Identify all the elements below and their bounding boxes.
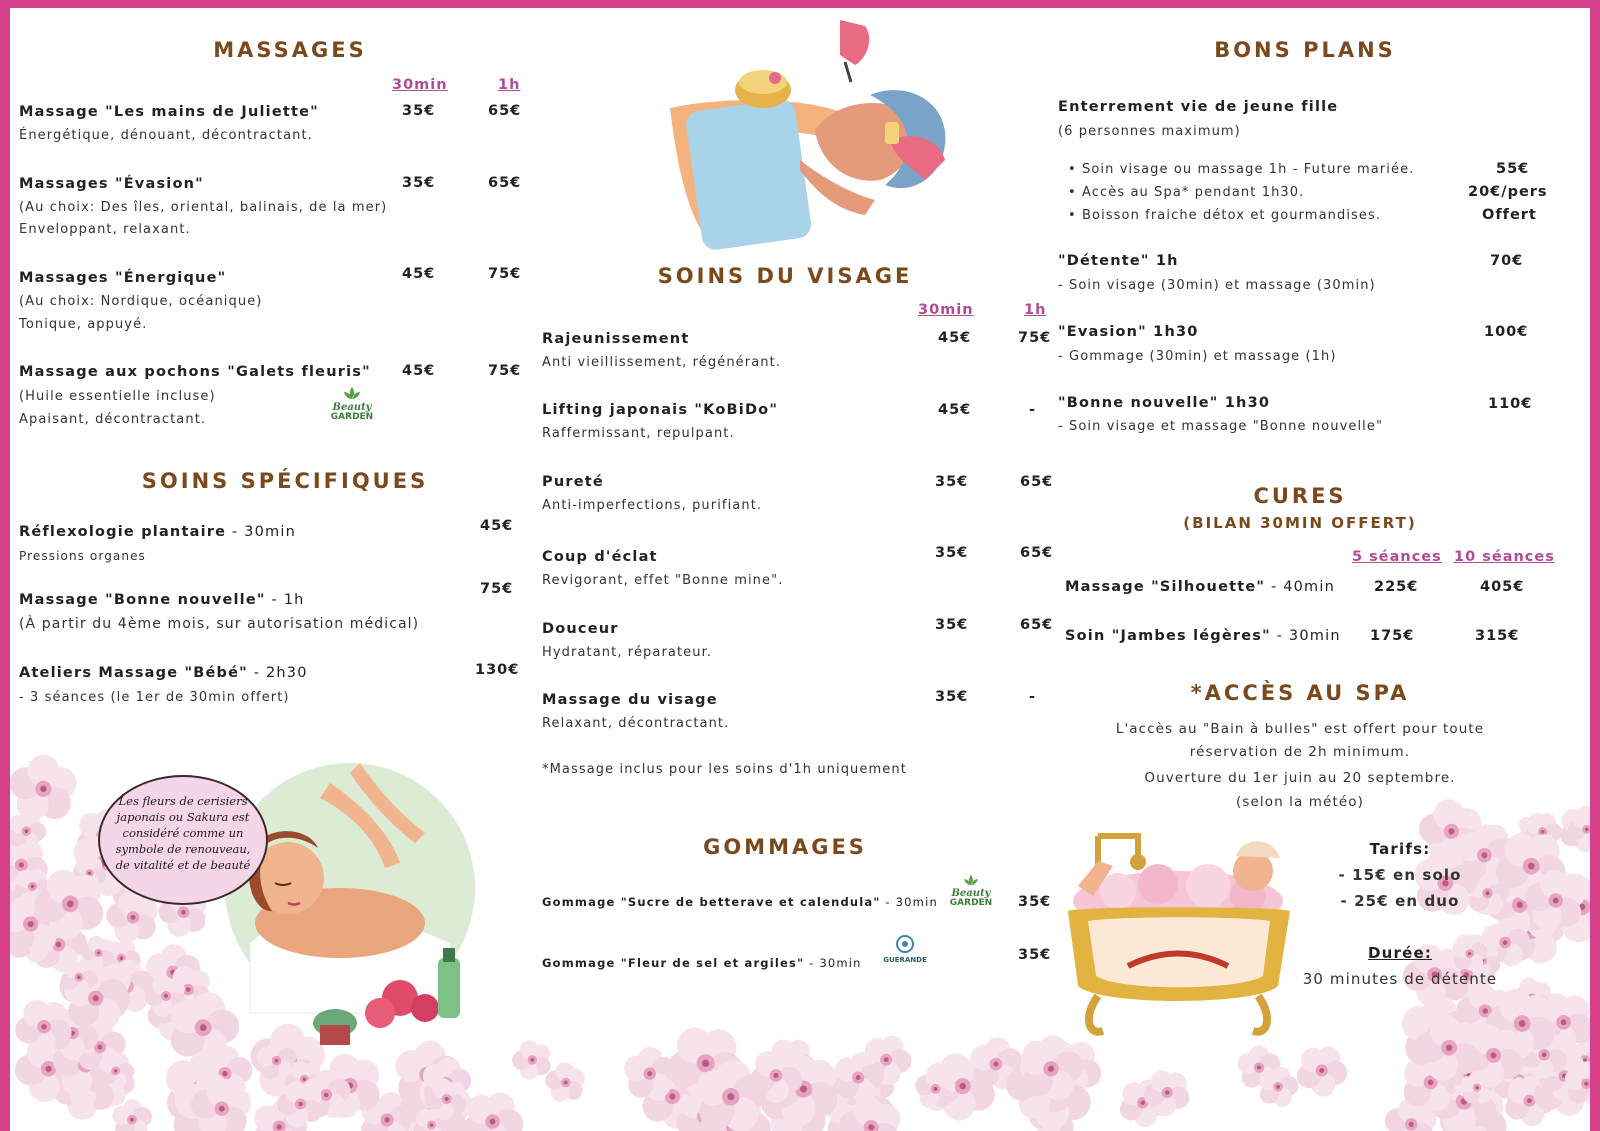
visage-price-30: 45€ — [938, 330, 972, 346]
spa-price-sheet — [10, 8, 1590, 1131]
massage-item-desc: (Au choix: Nordique, océanique) — [19, 294, 263, 309]
beauty-garden-logo-line2: GARDEN — [949, 898, 993, 908]
cure-name: Soin "Jambes légères" — [1065, 628, 1271, 644]
offer-desc: - Gommage (30min) et massage (1h) — [1058, 349, 1337, 364]
visage-price-1h: 75€ — [1018, 330, 1052, 346]
cure-name: Massage "Silhouette" — [1065, 579, 1266, 595]
evjf-bullet — [1068, 162, 1414, 177]
offer-name: "Détente" 1h — [1058, 253, 1179, 269]
gommage-price: 35€ — [1018, 894, 1052, 910]
visage-item-desc: Revigorant, effet "Bonne mine". — [542, 573, 784, 588]
spa-duree: 30 minutes de détente — [1302, 970, 1498, 988]
offer-desc: - Soin visage (30min) et massage (30min) — [1058, 278, 1376, 293]
specifique-item-name — [19, 665, 308, 681]
visage-price-1h: 65€ — [1020, 474, 1054, 490]
visage-item-name: Coup d'éclat — [542, 549, 658, 565]
evjf-bullet — [1068, 185, 1304, 200]
gommage-price: 35€ — [1018, 947, 1052, 963]
massage-item-desc: Tonique, appuyé. — [19, 317, 148, 332]
massage-item-name: Massages "Évasion" — [19, 176, 204, 192]
facial-treatment-illustration — [665, 20, 965, 250]
massage-item-desc: (Au choix: Des îles, oriental, balinais, de la mer) — [19, 200, 388, 215]
specifique-item-name — [19, 524, 296, 540]
specifique-duration: - 1h — [265, 592, 305, 608]
offer-name: "Evasion" 1h30 — [1058, 324, 1199, 340]
visage-col-30min: 30min — [918, 302, 974, 318]
massage-price-1h: 65€ — [488, 175, 522, 191]
cure-duration: - 40min — [1265, 579, 1336, 595]
soins-visage-title: SOINS DU VISAGE — [657, 264, 913, 288]
evjf-bullet-text: Boisson fraiche détox et gourmandises. — [1082, 208, 1382, 223]
visage-item-desc: Anti-imperfections, purifiant. — [542, 498, 763, 513]
gommage-item-name — [542, 895, 938, 909]
specifique-item-desc: (À partir du 4ème mois, sur autorisation médical) — [19, 616, 420, 632]
guerande-logo — [876, 934, 934, 964]
spa-info-line: L'accès au "Bain à bulles" est offert pour toute — [1115, 721, 1485, 737]
spa-info-line: réservation de 2h minimum. — [1189, 744, 1411, 760]
specifique-duration: - 2h30 — [247, 665, 308, 681]
spa-tarifs-label: Tarifs: — [1369, 840, 1431, 858]
beauty-garden-logo-line2: GARDEN — [330, 412, 374, 422]
bons-plans-title: BONS PLANS — [1214, 38, 1396, 62]
bubble-bath-illustration — [1058, 826, 1298, 1056]
visage-item-name: Rajeunissement — [542, 331, 690, 347]
visage-price-1h: - — [1029, 689, 1037, 705]
massage-item-name: Massages "Énergique" — [19, 270, 227, 286]
visage-price-30: 35€ — [935, 545, 969, 561]
offer-name: "Bonne nouvelle" 1h30 — [1058, 395, 1271, 411]
lotus-icon — [343, 386, 361, 400]
visage-item-name: Douceur — [542, 621, 619, 637]
cure-price-5: 175€ — [1370, 628, 1415, 644]
cure-price-10: 315€ — [1475, 628, 1520, 644]
massage-price-1h: 65€ — [488, 103, 522, 119]
evjf-bullet-price: Offert — [1482, 207, 1537, 223]
visage-item-name: Massage du visage — [542, 692, 718, 708]
gommages-title: GOMMAGES — [703, 835, 867, 859]
massage-price-30: 45€ — [402, 363, 436, 379]
beauty-garden-logo — [326, 386, 378, 422]
beauty-garden-logo-line1: Beauty — [951, 888, 991, 899]
massage-price-1h: 75€ — [488, 363, 522, 379]
visage-item-desc: Anti vieillissement, régénérant. — [542, 355, 782, 370]
specifique-name: Réflexologie plantaire — [19, 524, 227, 540]
spa-tarif: - 15€ en solo — [1338, 866, 1462, 884]
visage-item-name: Pureté — [542, 474, 604, 490]
beauty-garden-logo — [946, 874, 996, 908]
visage-footnote: *Massage inclus pour les soins d'1h uniquement — [542, 762, 907, 777]
offer-price: 70€ — [1490, 253, 1524, 269]
massage-price-30: 35€ — [402, 103, 436, 119]
massage-item-desc: Énergétique, dénouant, décontractant. — [19, 128, 313, 143]
evjf-subtitle: (6 personnes maximum) — [1058, 124, 1241, 139]
visage-price-30: 35€ — [935, 689, 969, 705]
gommage-name: Gommage "Fleur de sel et argiles" — [542, 956, 805, 970]
cures-col-10-seances: 10 séances — [1454, 549, 1555, 565]
massage-price-1h: 75€ — [488, 266, 522, 282]
visage-item-desc: Hydratant, réparateur. — [542, 645, 713, 660]
spa-info-line: (selon la météo) — [1236, 794, 1364, 810]
cures-col-5-seances: 5 séances — [1352, 549, 1442, 565]
gommage-duration: - 30min — [804, 956, 862, 970]
massage-price-30: 45€ — [402, 266, 436, 282]
cure-price-5: 225€ — [1374, 579, 1419, 595]
massages-title: MASSAGES — [213, 38, 367, 62]
specifique-item-name — [19, 592, 305, 608]
massage-item-desc: Enveloppant, relaxant. — [19, 222, 191, 237]
evjf-bullet-text: Accès au Spa* pendant 1h30. — [1082, 185, 1305, 200]
massage-item-desc: (Huile essentielle incluse) — [19, 389, 216, 404]
evjf-bullet — [1068, 208, 1381, 223]
beauty-garden-logo-line1: Beauty — [332, 402, 372, 413]
visage-price-1h: 65€ — [1020, 545, 1054, 561]
lotus-icon — [963, 874, 979, 886]
evjf-bullet-price: 20€/pers — [1468, 184, 1548, 200]
massage-item-desc: Apaisant, décontractant. — [19, 412, 207, 427]
specifique-name: Ateliers Massage "Bébé" — [19, 665, 248, 681]
spa-info-line: Ouverture du 1er juin au 20 septembre. — [1144, 770, 1456, 786]
specifique-item-desc: Pressions organes — [19, 549, 146, 563]
evjf-bullet-text: Soin visage ou massage 1h - Future mariée. — [1082, 162, 1415, 177]
cures-title: CURES — [1253, 484, 1347, 508]
gommage-name: Gommage "Sucre de betterave et calendula" — [542, 895, 881, 909]
specifique-price: 130€ — [475, 662, 520, 678]
visage-item-desc: Relaxant, décontractant. — [542, 716, 730, 731]
specifique-price: 45€ — [480, 518, 514, 534]
salt-crystal-icon — [895, 934, 915, 954]
blossom-flower — [1288, 1036, 1356, 1104]
cure-duration: - 30min — [1270, 628, 1341, 644]
massage-price-30: 35€ — [402, 175, 436, 191]
offer-desc: - Soin visage et massage "Bonne nouvelle" — [1058, 419, 1384, 434]
evjf-title: Enterrement vie de jeune fille — [1058, 99, 1339, 115]
specifique-item-desc: - 3 séances (le 1er de 30min offert) — [19, 690, 290, 705]
spa-duree-label: Durée: — [1367, 944, 1433, 962]
cure-item-name — [1065, 628, 1341, 644]
massages-col-1h: 1h — [498, 77, 521, 93]
visage-price-30: 45€ — [938, 402, 972, 418]
cure-price-10: 405€ — [1480, 579, 1525, 595]
massage-item-name: Massage "Les mains de Juliette" — [19, 104, 319, 120]
guerande-logo-text: GUÉRANDE — [883, 955, 927, 964]
spa-tarif: - 25€ en duo — [1340, 892, 1460, 910]
soins-specifiques-title: SOINS SPÉCIFIQUES — [141, 469, 429, 493]
bullet-dot-icon: • — [1068, 162, 1083, 177]
gommage-duration: - 30min — [880, 895, 938, 909]
visage-price-1h: - — [1029, 402, 1037, 418]
offer-price: 100€ — [1484, 324, 1529, 340]
gommage-item-name — [542, 956, 862, 970]
visage-price-30: 35€ — [935, 617, 969, 633]
massage-item-name: Massage aux pochons "Galets fleuris" — [19, 364, 371, 380]
visage-price-30: 35€ — [935, 474, 969, 490]
offer-price: 110€ — [1488, 396, 1533, 412]
blossom-flower — [623, 1046, 676, 1099]
sakura-quote-bubble: Les fleurs de cerisiers japonais ou Sakura est considéré comme un symbole de renouveau, de vitalité et de beauté — [98, 775, 268, 905]
visage-price-1h: 65€ — [1020, 617, 1054, 633]
bullet-dot-icon: • — [1068, 208, 1083, 223]
cure-item-name — [1065, 579, 1335, 595]
acces-spa-title: *ACCÈS AU SPA — [1190, 681, 1410, 705]
massages-col-30min: 30min — [392, 77, 448, 93]
specifique-price: 75€ — [480, 581, 514, 597]
visage-item-desc: Raffermissant, repulpant. — [542, 426, 735, 441]
specifique-duration: - 30min — [226, 524, 296, 540]
specifique-name: Massage "Bonne nouvelle" — [19, 592, 266, 608]
visage-col-1h: 1h — [1024, 302, 1047, 318]
visage-item-name: Lifting japonais "KoBiDo" — [542, 402, 779, 418]
bullet-dot-icon: • — [1068, 185, 1083, 200]
evjf-bullet-price: 55€ — [1496, 161, 1530, 177]
cures-subtitle: (BILAN 30MIN OFFERT) — [1183, 514, 1417, 532]
